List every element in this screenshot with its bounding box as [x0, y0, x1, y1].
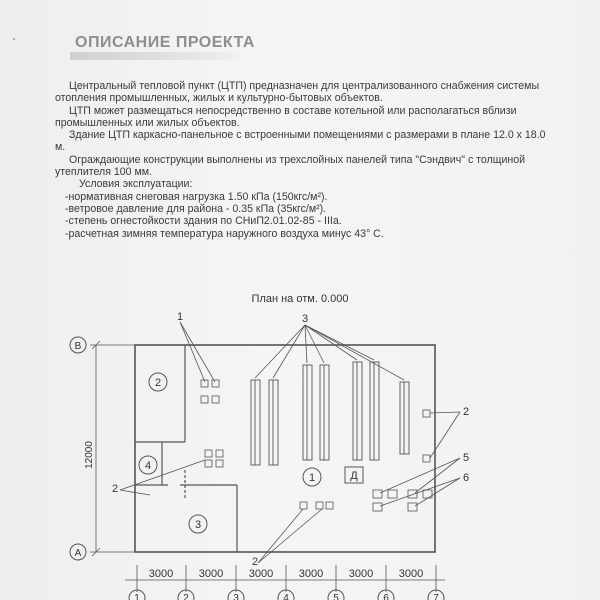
condition-snow: -нормативная снеговая нагрузка 1.50 кПа (150кгс/м²).	[65, 190, 328, 203]
span-label-3: 3000	[248, 568, 274, 580]
plan-title: План на отм. 0.000	[251, 293, 349, 305]
pumps	[201, 380, 432, 511]
span-label-6: 3000	[398, 568, 424, 580]
callout-6: 6	[462, 472, 470, 484]
callout-3: 3	[301, 313, 309, 325]
conditions-title: Условия эксплуатации:	[79, 178, 193, 191]
paragraph-walls: Ограждающие конструкции выполнены из трехслойных панелей типа "Сэндвич" с толщиной утеплителя 100 мм.	[55, 153, 526, 179]
axis-label-3: 3	[233, 593, 239, 600]
room-label-3: 3	[194, 519, 202, 531]
axis-label-a: A	[74, 548, 82, 559]
span-label-5: 3000	[348, 568, 374, 580]
paragraph-placement: ЦТП может размещаться непосредственно в составе котельной или располагаться вблизи промышленных или жилых объектов.	[55, 104, 517, 129]
page-title: ОПИСАНИЕ ПРОЕКТА	[75, 34, 255, 51]
axis-label-7: 7	[433, 593, 439, 600]
callout-2-left: 2	[111, 483, 119, 495]
paragraph-purpose: Центральный тепловой пункт (ЦТП) предназначен для централизованного снабжения системы отопления промышленных, жилых и культурно-бытовых объектов.	[55, 80, 540, 105]
room-markers	[139, 373, 321, 533]
span-label-2: 3000	[198, 568, 224, 580]
title-underline	[70, 52, 245, 60]
callout-2-bottom: 2	[251, 556, 259, 568]
page-mark	[13, 38, 15, 40]
span-label-1: 3000	[148, 568, 174, 580]
callout-2-right: 2	[462, 406, 470, 418]
callout-5: 5	[462, 452, 470, 464]
interior-walls	[135, 345, 237, 552]
callout-1: 1	[176, 311, 184, 323]
room-label-4: 4	[144, 460, 152, 472]
axis-label-5: 5	[333, 593, 339, 600]
building-outline	[135, 345, 435, 552]
project-description	[55, 80, 555, 240]
floor-plan-drawing	[0, 305, 600, 600]
axis-label-6: 6	[383, 593, 389, 600]
condition-fire: -степень огнестойкости здания по СНиП2.01.02-85 - IIIа.	[65, 215, 342, 228]
heat-exchangers	[251, 362, 409, 465]
room-label-1: 1	[308, 472, 316, 484]
height-dimension: 12000	[84, 441, 95, 469]
axis-label-b: B	[74, 341, 82, 352]
axis-label-2: 2	[183, 593, 189, 600]
condition-wind: -ветровое давление для района - 0.35 кПа (35кгс/м²).	[65, 202, 327, 215]
axis-lines	[90, 341, 135, 556]
paragraph-building: Здание ЦТП каркасно-панельное с встроенными помещениями с размерами в плане 12.0 х 18.0 м.	[55, 129, 546, 154]
axis-label-4: 4	[283, 593, 289, 600]
condition-temperature: -расчетная зимняя температура наружного воздуха минус 43° С.	[65, 227, 384, 240]
room-label-2: 2	[154, 377, 162, 389]
span-label-4: 3000	[298, 568, 324, 580]
axis-label-1: 1	[134, 593, 140, 600]
zone-label: Д	[350, 470, 358, 482]
